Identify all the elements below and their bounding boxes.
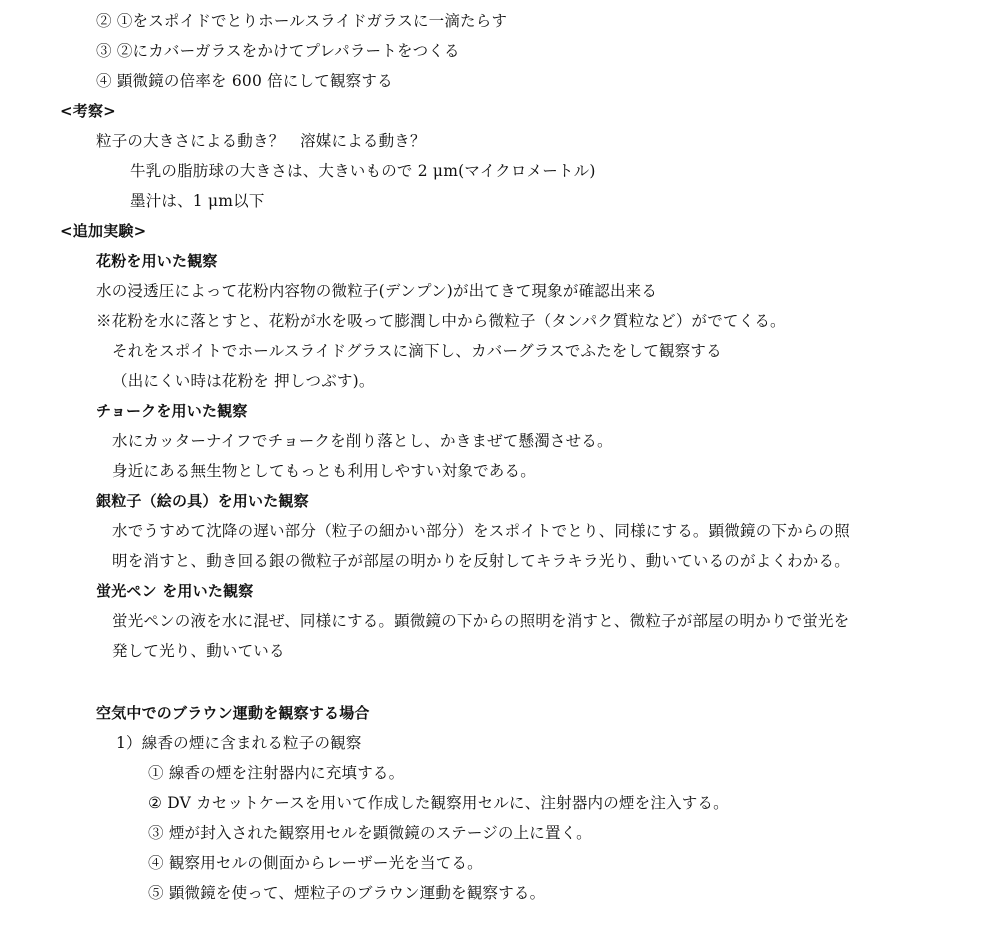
consideration-question: 粒子の大きさによる動き？ 溶媒による動き？ — [96, 132, 426, 150]
air-step-1: ① 線香の煙を注射器内に充填する。 — [148, 764, 405, 782]
fluor-title: 蛍光ペン を用いた観察 — [96, 582, 254, 600]
procedure-step-2: ② ①をスポイドでとりホールスライドガラスに一滴たらす — [96, 12, 508, 30]
pollen-line-3: それをスポイトでホールスライドグラスに滴下し、カバーグラスでふたをして観察する — [112, 342, 722, 360]
additional-heading: <追加実験> — [60, 222, 147, 240]
air-step-2: ② DV カセットケースを用いて作成した観察用セルに、注射器内の煙を注入する。 — [148, 794, 729, 812]
air-subheading: 1）線香の煙に含まれる粒子の観察 — [116, 734, 362, 752]
silver-title: 銀粒子（絵の具）を用いた観察 — [96, 492, 309, 510]
pollen-title: 花粉を用いた観察 — [96, 252, 218, 270]
chalk-title: チョークを用いた観察 — [96, 402, 248, 420]
fact-milk: 牛乳の脂肪球の大きさは、大きいもので 2 μm(マイクロメートル) — [130, 162, 596, 180]
fact-ink: 墨汁は、1 μm以下 — [130, 192, 265, 210]
procedure-step-4: ④ 顕微鏡の倍率を 600 倍にして観察する — [96, 72, 393, 90]
procedure-step-3: ③ ②にカバーガラスをかけてプレパラートをつくる — [96, 42, 460, 60]
air-step-3: ③ 煙が封入された観察用セルを顕微鏡のステージの上に置く。 — [148, 824, 592, 842]
chalk-line-1: 水にカッターナイフでチョークを削り落とし、かきまぜて懸濁させる。 — [112, 432, 613, 450]
air-step-4: ④ 観察用セルの側面からレーザー光を当てる。 — [148, 854, 483, 872]
consideration-heading: <考察> — [60, 102, 116, 120]
silver-line-2: 明を消すと、動き回る銀の微粒子が部屋の明かりを反射してキラキラ光り、動いているのがよくわかる。 — [112, 552, 850, 570]
air-step-5: ⑤ 顕微鏡を使って、煙粒子のブラウン運動を観察する。 — [148, 884, 546, 902]
pollen-line-2: ※花粉を水に落とすと、花粉が水を吸って膨潤し中から微粒子（タンパク質粒など）がでてくる。 — [96, 312, 786, 330]
fluor-line-1: 蛍光ペンの液を水に混ぜ、同様にする。顕微鏡の下からの照明を消すと、微粒子が部屋の明かりで蛍光を — [112, 612, 850, 630]
pollen-line-4: （出にくい時は花粉を 押しつぶす)。 — [112, 372, 375, 390]
pollen-line-1: 水の浸透圧によって花粉内容物の微粒子(デンプン)が出てきて現象が確認出来る — [96, 282, 658, 300]
air-title: 空気中でのブラウン運動を観察する場合 — [96, 704, 370, 722]
chalk-line-2: 身近にある無生物としてもっとも利用しやすい対象である。 — [112, 462, 536, 480]
silver-line-1: 水でうすめて沈降の遅い部分（粒子の細かい部分）をスポイトでとり、同様にする。顕微鏡の下からの照 — [112, 522, 850, 540]
fluor-line-2: 発して光り、動いている — [112, 642, 285, 660]
